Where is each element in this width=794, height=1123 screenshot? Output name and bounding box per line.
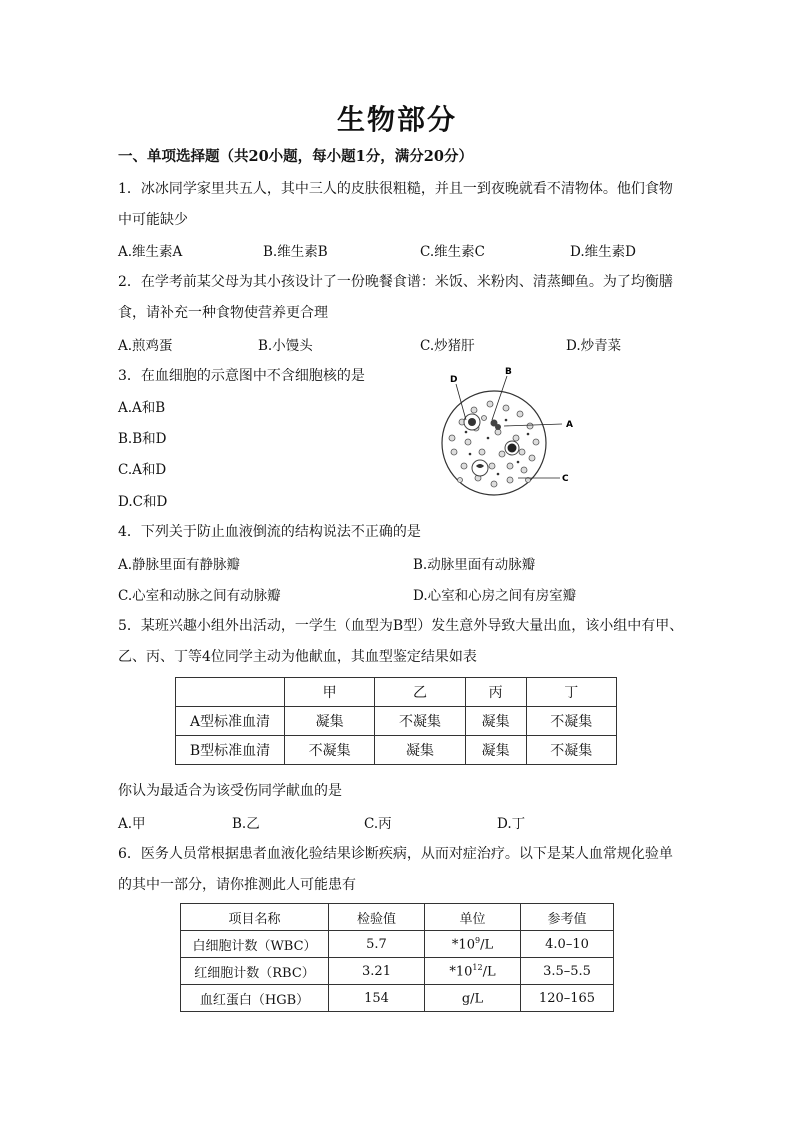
table-cell: 凝集 — [285, 707, 375, 736]
table-cell — [425, 985, 521, 1012]
q5-stem-line2: 乙、丙、丁等4位同学主动为他献血，其血型鉴定结果如表 — [118, 649, 477, 665]
table-header-cell: 乙 — [375, 678, 465, 707]
q6-stem-line2: 的其中一部分，请你推测此人可能患有 — [118, 877, 356, 893]
table-cell: 不凝集 — [285, 736, 375, 765]
q3-option-b[interactable]: B.B和D — [118, 431, 167, 447]
table-cell: 不凝集 — [526, 736, 616, 765]
q3-option-a[interactable]: A.A和B — [118, 400, 166, 416]
table-cell: 凝集 — [465, 707, 526, 736]
label-c: C — [562, 474, 569, 484]
q1-option-a[interactable]: A.维生素A — [118, 244, 183, 260]
table-cell: 120–165 — [521, 985, 614, 1012]
q4-stem: 4．下列关于防止血液倒流的结构说法不正确的是 — [118, 524, 421, 540]
q4-option-c[interactable]: C.心室和动脉之间有动脉瓣 — [118, 588, 281, 604]
table-row — [181, 958, 614, 985]
table-header-cell: 参考值 — [521, 904, 614, 931]
table-header-cell — [176, 678, 285, 707]
unit-base: *10 — [451, 937, 475, 953]
q5-option-c[interactable]: C.丙 — [364, 816, 392, 832]
table-header-cell: 项目名称 — [181, 904, 329, 931]
q5-followup: 你认为最适合为该受伤同学献血的是 — [118, 783, 342, 799]
q2-option-c[interactable]: C.炒猪肝 — [420, 338, 475, 354]
q1-option-c[interactable]: C.维生素C — [420, 244, 485, 260]
table-cell — [425, 958, 521, 985]
table-header-cell: 甲 — [285, 678, 375, 707]
section-heading: 一、单项选择题（共20小题，每小题1分，满分20分） — [118, 148, 473, 165]
q3-option-d[interactable]: D.C和D — [118, 494, 168, 510]
table-header-cell: 丁 — [526, 678, 616, 707]
q1-stem-line2: 中可能缺少 — [118, 212, 188, 228]
table-cell: 凝集 — [375, 736, 465, 765]
q6-stem-line1: 6．医务人员常根据患者血液化验结果诊断疾病，从而对症治疗。以下是某人血常规化验单 — [118, 846, 673, 862]
table-cell: B型标准血清 — [176, 736, 285, 765]
label-a: A — [566, 420, 573, 430]
table-row — [181, 931, 614, 958]
unit-base: *10 — [449, 964, 473, 980]
table-cell: 红细胞计数（RBC） — [181, 958, 329, 985]
table-cell: 凝集 — [465, 736, 526, 765]
table-cell: 4.0–10 — [521, 931, 614, 958]
blood-cell-diagram — [432, 362, 582, 502]
unit-base: g/L — [461, 991, 484, 1007]
q5-stem-line1: 5．某班兴趣小组外出活动，一学生（血型为B型）发生意外导致大量出血，该小组中有甲、 — [118, 618, 684, 634]
blood-type-table — [175, 677, 617, 765]
q4-option-a[interactable]: A.静脉里面有静脉瓣 — [118, 557, 241, 573]
q4-option-d[interactable]: D.心室和心房之间有房室瓣 — [413, 588, 577, 604]
page-title: 生物部分 — [336, 103, 457, 136]
q2-option-d[interactable]: D.炒青菜 — [566, 338, 622, 354]
table-row — [176, 707, 617, 736]
table-cell: 不凝集 — [375, 707, 465, 736]
q2-stem-line1: 2．在学考前某父母为其小孩设计了一份晚餐食谱：米饭、米粉肉、清蒸鲫鱼。为了均衡膳 — [118, 274, 673, 290]
table-header-row — [181, 904, 614, 931]
q2-stem-line2: 食，请补充一种食物使营养更合理 — [118, 305, 328, 321]
table-cell — [425, 931, 521, 958]
table-cell: A型标准血清 — [176, 707, 285, 736]
q3-option-c[interactable]: C.A和D — [118, 462, 167, 478]
blood-test-table — [180, 903, 614, 1012]
q1-option-d[interactable]: D.维生素D — [570, 244, 636, 260]
table-cell: 白细胞计数（WBC） — [181, 931, 329, 958]
unit-tail: /L — [480, 937, 494, 953]
table-header-row — [176, 678, 617, 707]
q5-option-d[interactable]: D.丁 — [497, 816, 526, 832]
table-row — [176, 736, 617, 765]
table-cell: 3.21 — [329, 958, 425, 985]
q1-stem-line1: 1．冰冰同学家里共五人，其中三人的皮肤很粗糙，并且一到夜晚就看不清物体。他们食物 — [118, 181, 673, 197]
table-header-cell: 单位 — [425, 904, 521, 931]
q5-option-b[interactable]: B.乙 — [232, 816, 260, 832]
q4-option-b[interactable]: B.动脉里面有动脉瓣 — [413, 557, 536, 573]
label-b: B — [505, 367, 512, 377]
table-cell: 154 — [329, 985, 425, 1012]
unit-exponent: 12 — [472, 962, 483, 972]
q3-stem: 3．在血细胞的示意图中不含细胞核的是 — [118, 368, 365, 384]
label-d: D — [450, 375, 458, 385]
q5-option-a[interactable]: A.甲 — [118, 816, 146, 832]
q1-option-b[interactable]: B.维生素B — [263, 244, 328, 260]
q2-option-a[interactable]: A.煎鸡蛋 — [118, 338, 173, 354]
table-header-cell: 检验值 — [329, 904, 425, 931]
unit-tail: /L — [482, 964, 496, 980]
q2-option-b[interactable]: B.小馒头 — [258, 338, 313, 354]
table-header-cell: 丙 — [465, 678, 526, 707]
table-cell: 不凝集 — [526, 707, 616, 736]
table-row — [181, 985, 614, 1012]
unit-exponent: 9 — [474, 935, 481, 945]
table-cell: 3.5–5.5 — [521, 958, 614, 985]
table-cell: 血红蛋白（HGB） — [181, 985, 329, 1012]
table-cell: 5.7 — [329, 931, 425, 958]
